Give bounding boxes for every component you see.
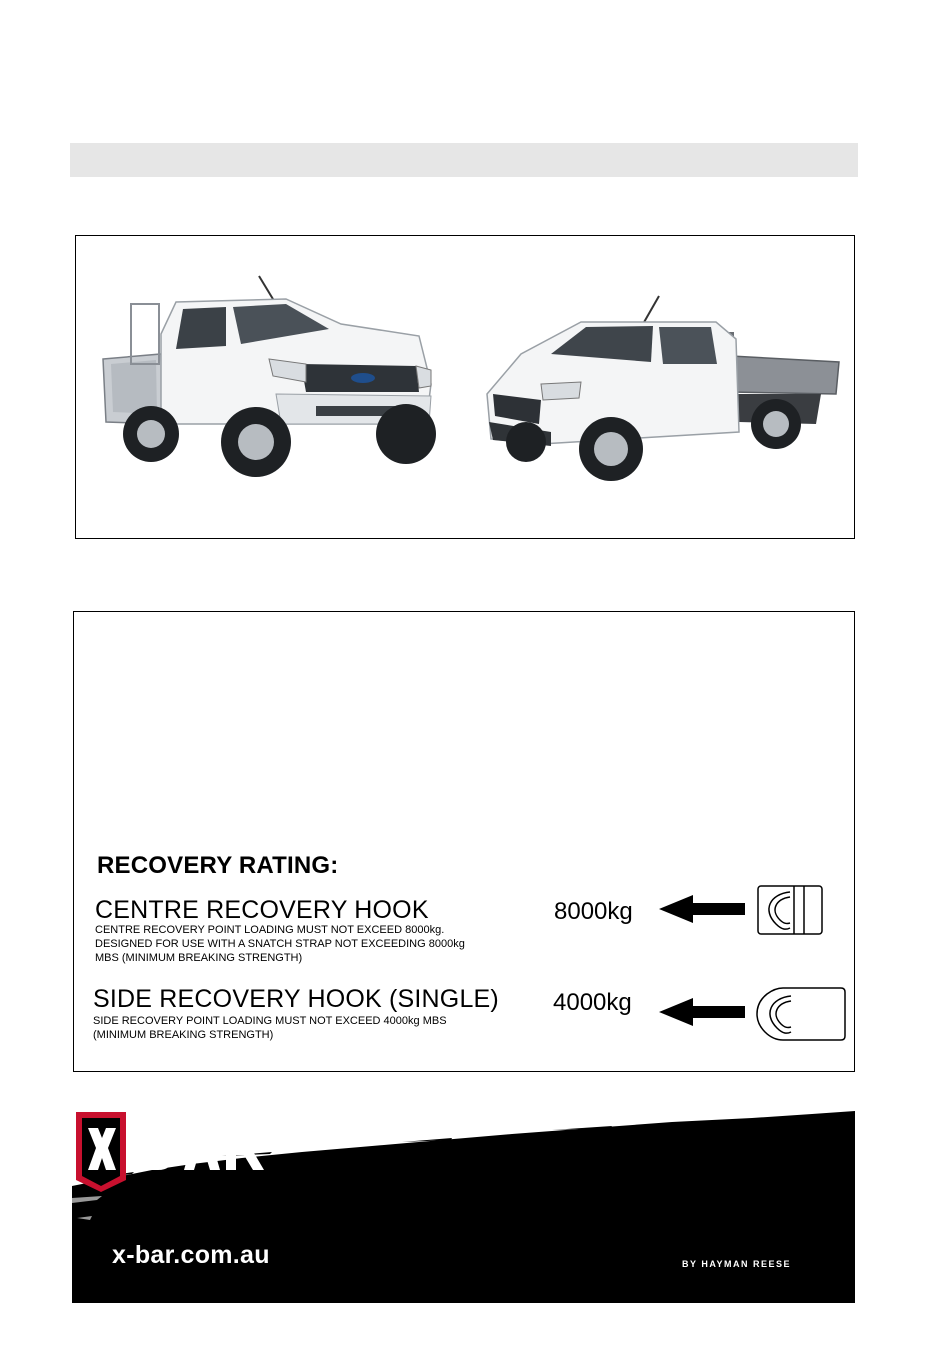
- d-shackle-side-icon: [753, 986, 849, 1044]
- centre-hook-name: CENTRE RECOVERY HOOK: [95, 896, 429, 924]
- footer-banner: [72, 1108, 855, 1303]
- arrow-left-icon: [659, 892, 747, 926]
- website-link[interactable]: x-bar.com.au: [112, 1241, 270, 1269]
- recovery-rating-title: RECOVERY RATING:: [97, 852, 339, 879]
- side-hook-description: SIDE RECOVERY POINT LOADING MUST NOT EXCEED 4000kg MBS (MINIMUM BREAKING STRENGTH): [93, 1015, 447, 1041]
- truck-right-image: [481, 294, 846, 484]
- side-hook-value: 4000kg: [553, 989, 632, 1016]
- vehicle-photo-box: [75, 235, 855, 539]
- centre-hook-description: CENTRE RECOVERY POINT LOADING MUST NOT EXCEED 8000kg. DESIGNED FOR USE WITH A SNATCH STRAP NOT EXCEEDING 8000kg MBS (MINIMUM BREAKING STRENGTH): [95, 924, 465, 964]
- recovery-rating-box: [73, 611, 855, 1072]
- truck-left-image: [101, 274, 441, 484]
- centre-hook-value: 8000kg: [554, 898, 633, 925]
- arrow-left-icon: [659, 995, 747, 1029]
- side-hook-name: SIDE RECOVERY HOOK (SINGLE): [93, 985, 499, 1013]
- xbar-logo: [72, 1108, 282, 1193]
- header-band: [70, 143, 858, 177]
- d-shackle-centre-icon: [756, 884, 826, 936]
- xbar-logo-subtitle: BY HAYMAN REESE: [682, 1259, 792, 1269]
